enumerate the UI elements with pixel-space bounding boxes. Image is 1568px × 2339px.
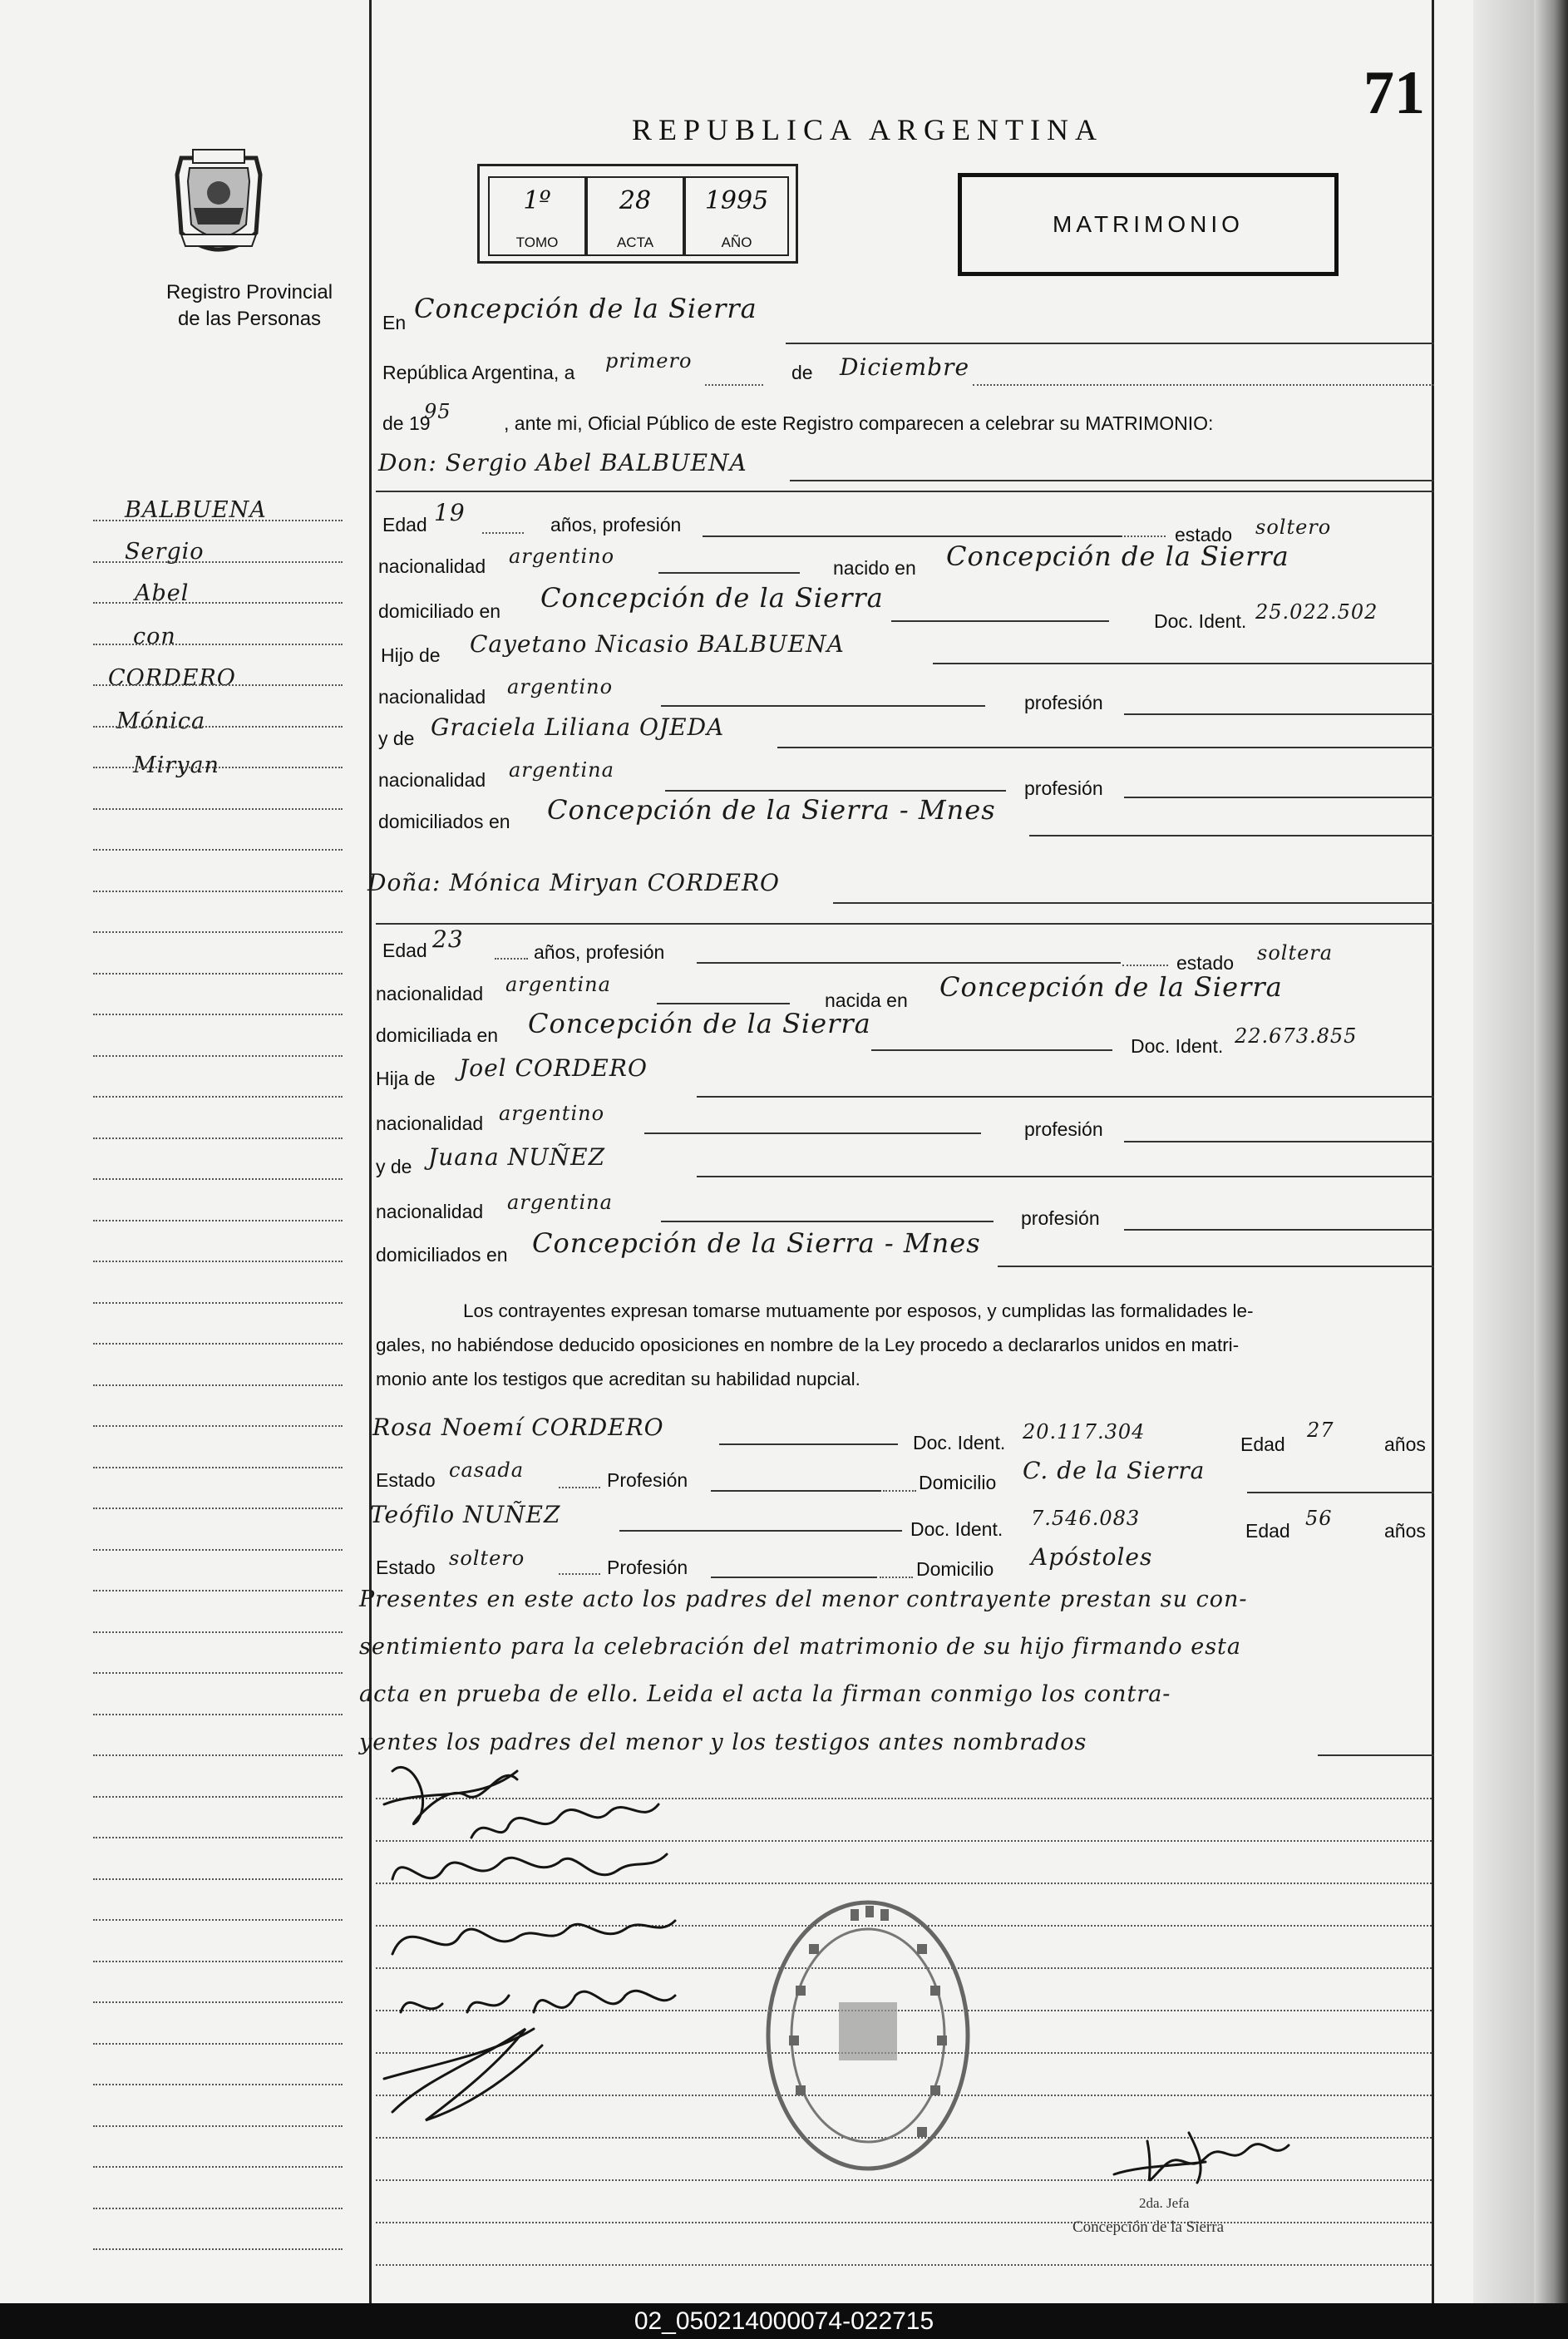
witness-2-name: Teófilo NUÑEZ xyxy=(370,1501,561,1528)
margin-rule xyxy=(93,891,343,892)
margin-rule xyxy=(93,1467,343,1468)
witness-1-estado: casada xyxy=(449,1458,525,1482)
witness-2-doc-label: Doc. Ident. xyxy=(910,1518,1003,1540)
year-prefix-label: de 19 xyxy=(382,412,431,434)
bride-padres-domicilio: Concepción de la Sierra - Mnes xyxy=(532,1227,981,1259)
margin-rule xyxy=(93,2208,343,2209)
groom-title: Don: Sergio Abel BALBUENA xyxy=(378,449,747,476)
groom-estado-label: estado xyxy=(1175,524,1233,545)
declaration-line-1: Los contrayentes expresan tomarse mutuamente por esposos, y cumplidas las formalidades le- xyxy=(463,1300,1254,1321)
consent-note-line-4: yentes los padres del menor y los testigos antes nombrados xyxy=(359,1730,1087,1755)
margin-rule xyxy=(93,684,343,686)
bride-nacida-label: nacida en xyxy=(825,989,908,1011)
republic-label: República Argentina, a xyxy=(382,362,575,383)
groom-profesion2-label: profesión xyxy=(1024,777,1103,799)
page-number: 71 xyxy=(1363,59,1425,127)
margin-rule xyxy=(93,1055,343,1057)
margin-rule xyxy=(93,726,343,728)
witness-2-profesion-label: Profesión xyxy=(607,1557,688,1578)
margin-rule xyxy=(93,931,343,933)
record-type-box xyxy=(958,173,1339,276)
act-place: Concepción de la Sierra xyxy=(414,293,757,324)
consent-note-line-1: Presentes en este acto los padres del menor contrayente prestan su con- xyxy=(359,1586,1248,1612)
record-type-label: MATRIMONIO xyxy=(1053,211,1244,237)
bride-edad-label: Edad xyxy=(382,940,427,961)
act-month: Diciembre xyxy=(840,353,970,381)
official-seal-stamp xyxy=(759,1894,977,2177)
margin-rule xyxy=(93,1096,343,1098)
groom-doc-label: Doc. Ident. xyxy=(1154,610,1247,632)
groom-padre-nac-label: nacionalidad xyxy=(378,686,486,708)
witness-2-edad-label: Edad xyxy=(1245,1520,1290,1542)
witness-2-doc: 7.546.083 xyxy=(1031,1507,1141,1530)
tomo-value: 1º xyxy=(523,186,551,215)
body-rule xyxy=(376,2264,1432,2266)
margin-rule xyxy=(93,1631,343,1633)
declaration-line-2: gales, no habiéndose deducido oposiciones en nombre de la Ley procedo a declararlos unidos en matri- xyxy=(376,1335,1240,1355)
margin-note-line-6: Mónica xyxy=(116,708,206,734)
registry-line-1: Registro Provincial xyxy=(165,281,333,303)
en-label: En xyxy=(382,312,407,333)
ano-cell xyxy=(684,176,789,256)
bride-doc-label: Doc. Ident. xyxy=(1131,1035,1224,1057)
groom-edad-label: Edad xyxy=(382,514,427,535)
margin-rule xyxy=(93,1508,343,1509)
official-signature-block xyxy=(1072,2116,1339,2241)
witness-2-anos-label: años xyxy=(1384,1520,1426,1542)
margin-rule xyxy=(93,1343,343,1345)
margin-rule xyxy=(93,1261,343,1262)
witness-2-domicilio-label: Domicilio xyxy=(916,1558,994,1580)
bride-domiciliados-label: domiciliados en xyxy=(376,1244,508,1266)
margin-rule xyxy=(93,2043,343,2045)
margin-rule xyxy=(93,561,343,563)
witness-2-edad: 56 xyxy=(1305,1507,1333,1530)
margin-note-line-3: Abel xyxy=(135,580,190,606)
margin-rule xyxy=(93,767,343,768)
groom-estado: soltero xyxy=(1255,516,1332,539)
ano-label: AÑO xyxy=(721,234,752,250)
witness-1-doc: 20.117.304 xyxy=(1023,1420,1146,1443)
margin-rule xyxy=(93,644,343,645)
groom-nac: argentino xyxy=(509,545,615,568)
witness-1-domicilio-label: Domicilio xyxy=(919,1472,997,1493)
bride-madre-nac: argentina xyxy=(507,1191,613,1214)
official-title: 2da. Jefa xyxy=(1139,2195,1190,2211)
groom-doc: 25.022.502 xyxy=(1255,600,1378,624)
margin-rule xyxy=(93,1137,343,1139)
margin-rule xyxy=(93,1302,343,1304)
declaration-line-3: monio ante los testigos que acreditan su habilidad nupcial. xyxy=(376,1369,860,1389)
consent-note-line-3: acta en prueba de ello. Leida el acta la firman conmigo los contra- xyxy=(359,1681,1171,1707)
acta-label: ACTA xyxy=(616,234,654,250)
margin-rule xyxy=(93,2125,343,2127)
bride-padre: Joel CORDERO xyxy=(459,1054,648,1082)
bride-padre-nac: argentino xyxy=(499,1102,605,1125)
month-de-label: de xyxy=(791,362,813,383)
bride-estado: soltera xyxy=(1257,941,1334,965)
bride-doc: 22.673.855 xyxy=(1235,1024,1358,1048)
bride-hija-label: Hija de xyxy=(376,1068,436,1089)
margin-rule xyxy=(93,1384,343,1386)
bride-madre-nac-label: nacionalidad xyxy=(376,1201,484,1222)
bride-nacida: Concepción de la Sierra xyxy=(939,971,1283,1003)
groom-domicilio: Concepción de la Sierra xyxy=(540,582,884,614)
groom-padres-domicilio: Concepción de la Sierra - Mnes xyxy=(547,794,996,826)
page-spine xyxy=(1473,0,1534,2303)
margin-rule xyxy=(93,1754,343,1756)
margin-rule xyxy=(93,1714,343,1715)
registry-line-2: de las Personas xyxy=(177,308,322,330)
margin-note-line-4: con xyxy=(133,624,176,649)
bride-profesion2-label: profesión xyxy=(1021,1207,1100,1229)
record-id-box xyxy=(477,164,798,264)
witness-1-anos-label: años xyxy=(1384,1434,1426,1455)
tomo-cell xyxy=(488,176,586,256)
acta-cell xyxy=(586,176,684,256)
groom-hijo-label: Hijo de xyxy=(381,644,441,666)
margin-rule xyxy=(93,1178,343,1180)
official-signature xyxy=(1106,2116,1322,2199)
bride-profesion-label: profesión xyxy=(1024,1118,1103,1140)
margin-rule xyxy=(93,973,343,975)
bride-estado-label: estado xyxy=(1176,952,1235,974)
margin-rule xyxy=(93,1014,343,1015)
bride-yde-label: y de xyxy=(376,1156,412,1177)
left-margin-rule xyxy=(369,0,372,2303)
witness-1-estado-label: Estado xyxy=(376,1469,436,1491)
tomo-label: TOMO xyxy=(515,234,559,250)
signatures xyxy=(376,1746,808,2145)
registry-name xyxy=(125,279,374,333)
bride-padre-nac-label: nacionalidad xyxy=(376,1113,484,1134)
margin-note-line-7: Miryan xyxy=(133,753,219,778)
groom-nacido-label: nacido en xyxy=(833,557,916,579)
image-identifier: 02_050214000074-022715 xyxy=(634,2307,934,2335)
groom-domiciliados-label: domiciliados en xyxy=(378,811,510,832)
bride-nac-label: nacionalidad xyxy=(376,983,484,1004)
margin-rule xyxy=(93,520,343,521)
groom-madre-nac: argentina xyxy=(509,758,614,782)
bride-nac: argentina xyxy=(505,973,611,996)
margin-rule xyxy=(93,1878,343,1880)
groom-madre: Graciela Liliana OJEDA xyxy=(431,713,725,741)
margin-rule xyxy=(93,1549,343,1551)
margin-rule xyxy=(93,2084,343,2085)
margin-note-line-1: BALBUENA xyxy=(125,497,267,523)
margin-rule xyxy=(93,1919,343,1921)
bride-domicilio: Concepción de la Sierra xyxy=(528,1008,871,1039)
groom-nac-label: nacionalidad xyxy=(378,555,486,577)
margin-rule xyxy=(93,2166,343,2168)
groom-anos-prof-label: años, profesión xyxy=(550,514,682,535)
margin-rule xyxy=(93,1425,343,1427)
margin-rule xyxy=(93,1837,343,1838)
margin-rule xyxy=(93,849,343,851)
acta-value: 28 xyxy=(619,186,652,215)
margin-note-line-2: Sergio xyxy=(125,539,205,565)
witness-1-profesion-label: Profesión xyxy=(607,1469,688,1491)
witness-2-estado-label: Estado xyxy=(376,1557,436,1578)
margin-rule xyxy=(93,1796,343,1798)
margin-rule xyxy=(93,1220,343,1221)
bride-anos-prof-label: años, profesión xyxy=(534,941,665,963)
intro-text: , ante mi, Oficial Público de este Registro comparecen a celebrar su MATRIMONIO: xyxy=(504,412,1214,434)
official-office: Concepción de la Sierra xyxy=(1072,2218,1225,2236)
right-margin-rule xyxy=(1432,0,1434,2303)
crest-icon xyxy=(156,141,281,266)
groom-nacido: Concepción de la Sierra xyxy=(946,540,1289,572)
margin-rule xyxy=(93,2248,343,2250)
act-day: primero xyxy=(605,349,693,373)
margin-rule xyxy=(93,808,343,810)
groom-padre-nac: argentino xyxy=(507,675,614,698)
act-year: 95 xyxy=(424,400,451,423)
bride-madre: Juana NUÑEZ xyxy=(428,1143,606,1171)
witness-2-estado: soltero xyxy=(449,1547,525,1570)
witness-1-edad: 27 xyxy=(1307,1419,1334,1442)
witness-1-domicilio: C. de la Sierra xyxy=(1023,1457,1206,1484)
margin-note-line-5: CORDERO xyxy=(108,665,236,691)
witness-2-domicilio: Apóstoles xyxy=(1031,1543,1153,1571)
country-heading: REPUBLICA ARGENTINA xyxy=(632,113,1104,146)
margin-rule xyxy=(93,1590,343,1591)
bride-dom-label: domiciliada en xyxy=(376,1024,499,1046)
margin-rule xyxy=(93,602,343,604)
bride-title: Doña: Mónica Miryan CORDERO xyxy=(367,869,780,896)
bride-edad: 23 xyxy=(432,925,464,953)
witness-1-edad-label: Edad xyxy=(1240,1434,1285,1455)
page-edge xyxy=(1534,0,1568,2303)
witness-1-doc-label: Doc. Ident. xyxy=(913,1432,1006,1453)
groom-edad: 19 xyxy=(434,499,466,526)
declaration-paragraph xyxy=(376,1294,1432,1396)
ano-value: 1995 xyxy=(704,186,769,215)
groom-madre-nac-label: nacionalidad xyxy=(378,769,486,791)
margin-rule xyxy=(93,2001,343,2003)
margin-rule xyxy=(93,1961,343,1962)
consent-note-line-2: sentimiento para la celebración del matrimonio de su hijo firmando esta xyxy=(359,1634,1241,1660)
groom-profesion-label: profesión xyxy=(1024,692,1103,713)
groom-padre: Cayetano Nicasio BALBUENA xyxy=(470,630,845,658)
margin-rule xyxy=(93,1672,343,1674)
witness-1-name: Rosa Noemí CORDERO xyxy=(372,1414,664,1441)
groom-dom-label: domiciliado en xyxy=(378,600,501,622)
groom-yde-label: y de xyxy=(378,728,415,749)
